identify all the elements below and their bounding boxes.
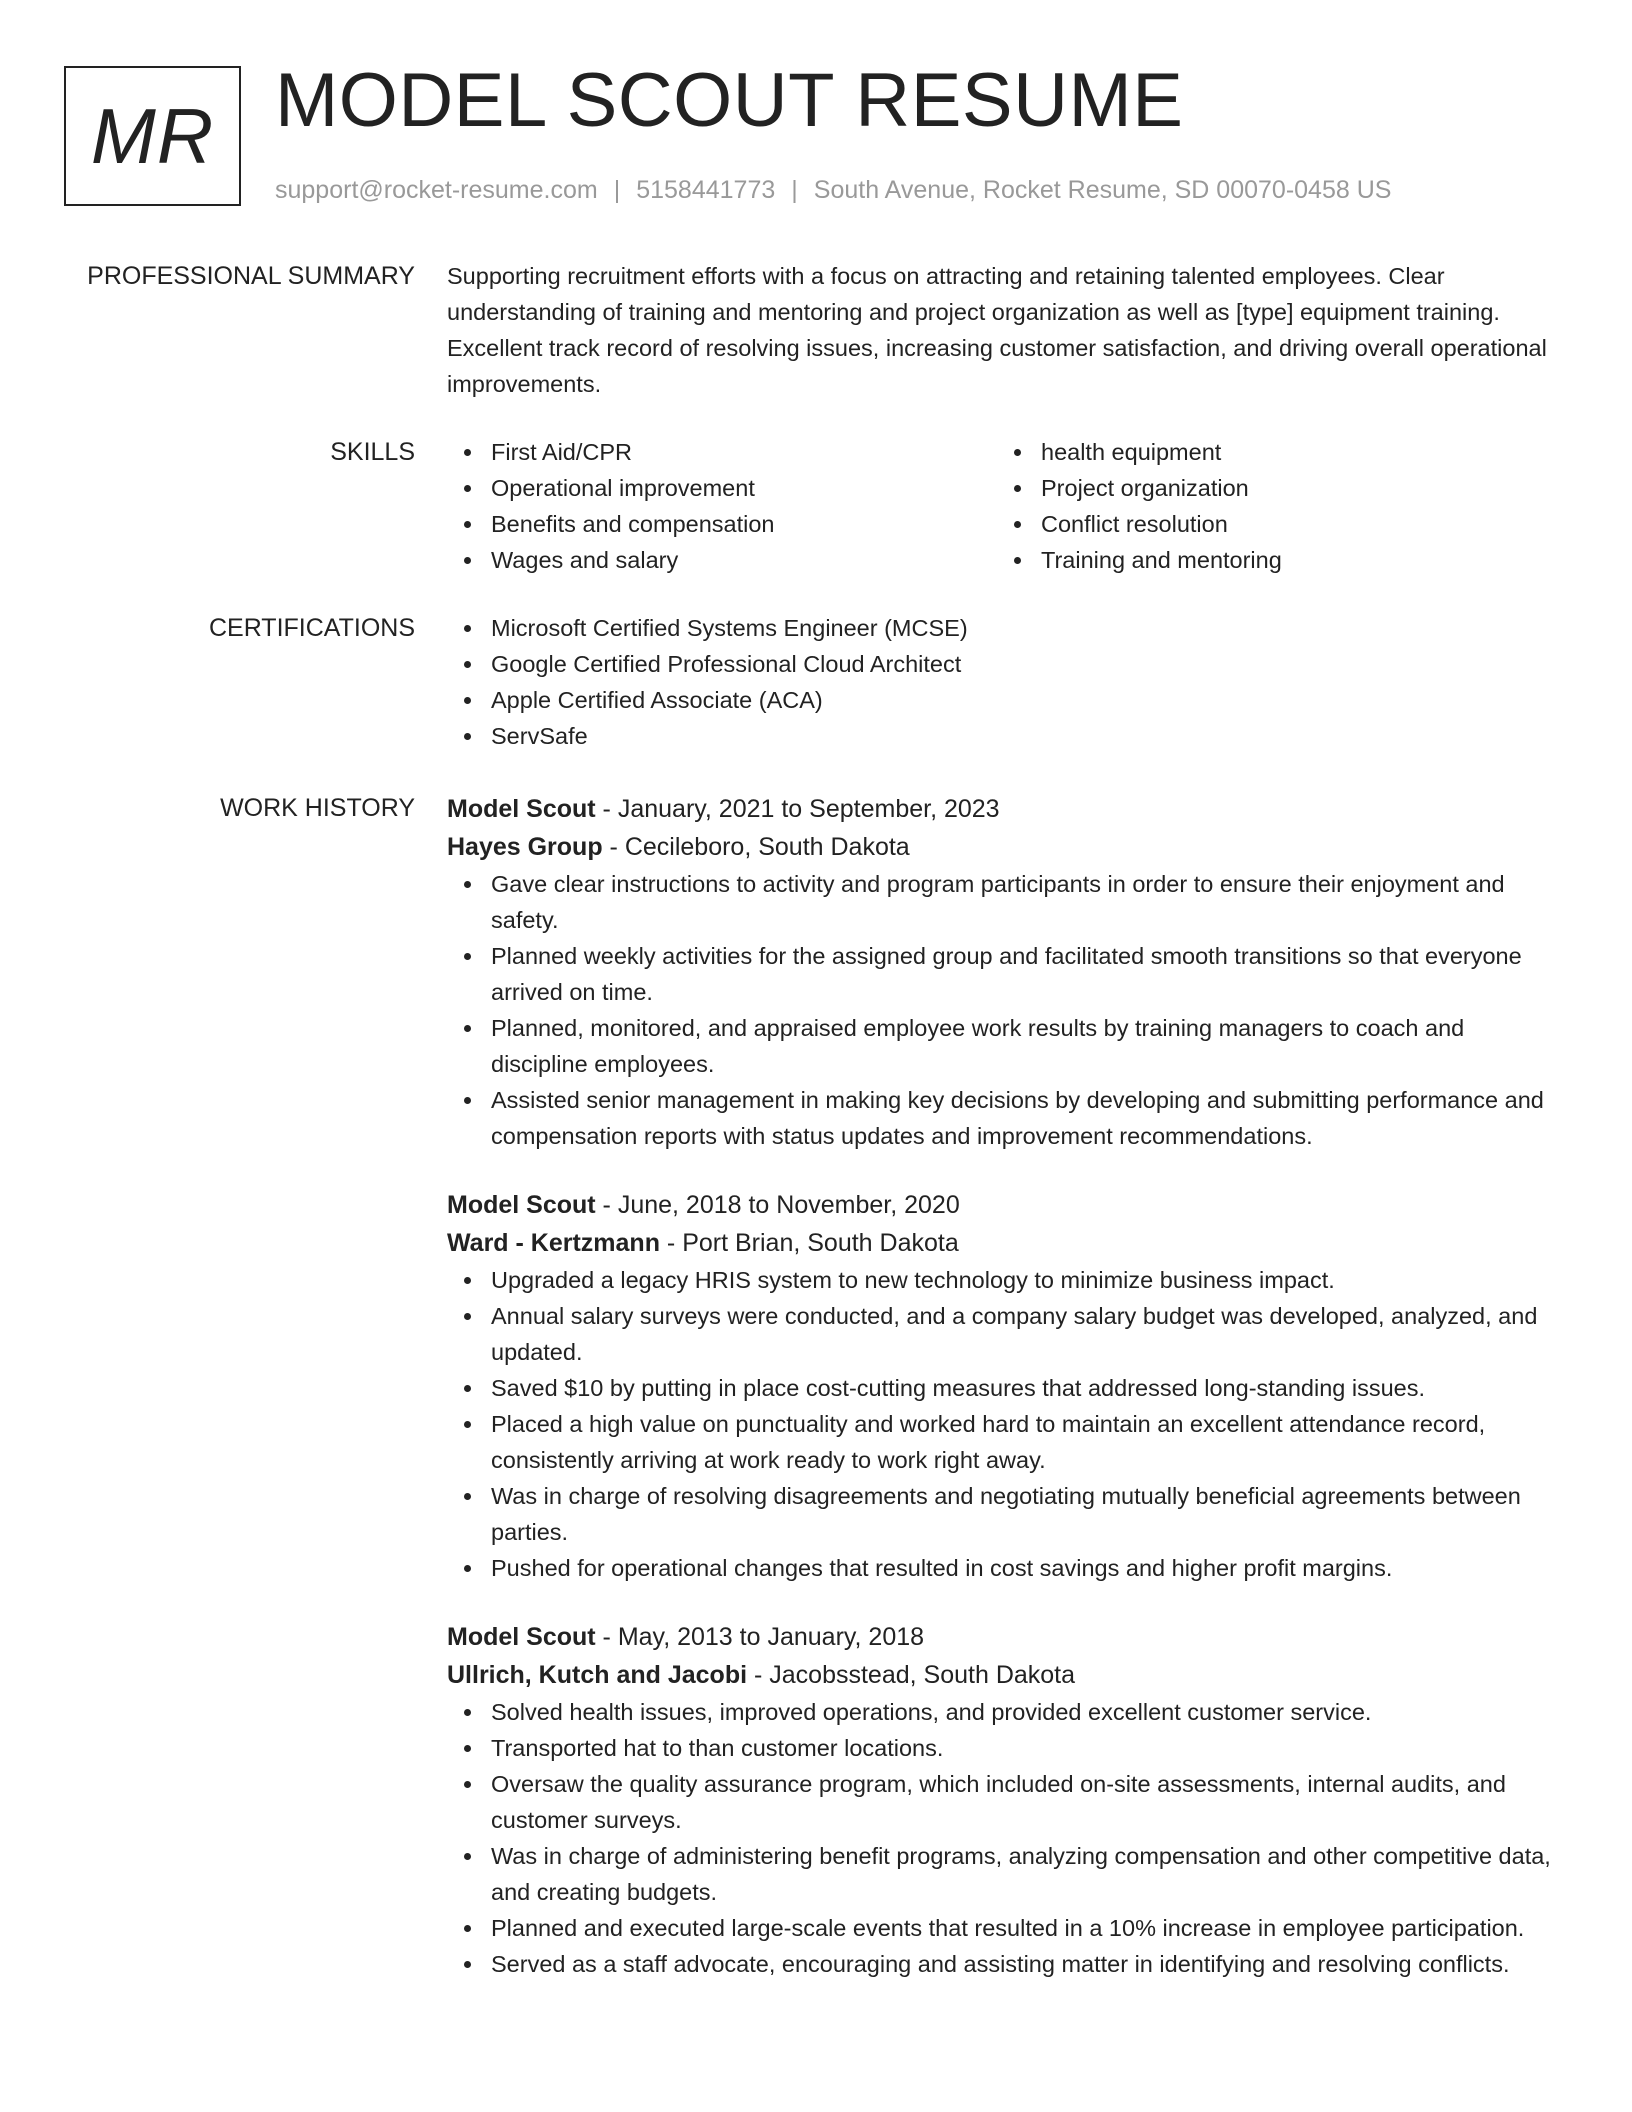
summary-text: Supporting recruitment efforts with a focus on attracting and retaining talented employees. Clear understanding of training and mentoring and project organization as well as [type] equipment training. Excellent track record of resolving issues, increasing customer satisfaction, and driving overall operational improvements. [447, 263, 1547, 397]
job-bullet: Was in charge of administering benefit programs, analyzing compensation and other competitive data, and creating budgets. [447, 1838, 1567, 1910]
certifications-body [447, 610, 1567, 754]
contact-separator: | [613, 176, 621, 204]
section-title-certifications: CERTIFICATIONS [208, 614, 415, 642]
job-entry [447, 1618, 1567, 1982]
resume-name: MODEL SCOUT RESUME [275, 58, 1184, 143]
skill-item: Conflict resolution [997, 506, 1547, 542]
skill-item: Benefits and compensation [447, 506, 997, 542]
job-role-line [447, 1186, 1567, 1224]
job-company: Ullrich, Kutch and Jacobi [447, 1661, 748, 1689]
job-bullet: Was in charge of resolving disagreements and negotiating mutually beneficial agreements between parties. [447, 1478, 1567, 1550]
monogram-box [64, 66, 241, 206]
job-location: - Port Brian, South Dakota [659, 1229, 959, 1257]
job-dates: - May, 2013 to January, 2018 [595, 1623, 925, 1651]
job-entry [447, 1186, 1567, 1586]
contact-phone: 5158441773 [636, 176, 776, 204]
job-company-line [447, 1656, 1567, 1694]
job-role-line [447, 1618, 1567, 1656]
contact-separator: | [791, 176, 798, 204]
job-company: Ward - Kertzmann [447, 1229, 660, 1257]
skill-item: Project organization [997, 470, 1547, 506]
job-location: - Jacobsstead, South Dakota [747, 1661, 1076, 1689]
skills-column-left [447, 434, 997, 578]
section-title-work-history: WORK HISTORY [220, 794, 415, 822]
skills-body [447, 434, 1567, 578]
job-entry [447, 790, 1567, 1154]
job-bullet: Solved health issues, improved operations, and provided excellent customer service. [447, 1694, 1567, 1730]
job-location: - Cecileboro, South Dakota [602, 833, 910, 861]
job-role-line [447, 790, 1567, 828]
monogram-initials: MR [90, 91, 215, 180]
certifications-list [447, 610, 1567, 754]
certification-item: ServSafe [447, 718, 1567, 754]
certification-item: Apple Certified Associate (ACA) [447, 682, 1567, 718]
skill-item: Operational improvement [447, 470, 997, 506]
job-bullet: Gave clear instructions to activity and program participants in order to ensure their enjoyment and safety. [447, 866, 1567, 938]
job-company: Hayes Group [447, 833, 603, 861]
job-bullet-list [447, 1262, 1567, 1586]
job-dates: - June, 2018 to November, 2020 [595, 1191, 960, 1219]
section-title-summary: PROFESSIONAL SUMMARY [87, 262, 415, 290]
job-bullet: Assisted senior management in making key decisions by developing and submitting performance and compensation reports with status updates and improvement recommendations. [447, 1082, 1567, 1154]
job-bullet-list [447, 1694, 1567, 1982]
skill-item: Training and mentoring [997, 542, 1547, 578]
job-company-line [447, 1224, 1567, 1262]
work-history-body [447, 790, 1567, 1982]
summary-body [447, 258, 1567, 402]
job-role: Model Scout [447, 1623, 596, 1651]
section-title-skills: SKILLS [330, 438, 415, 466]
job-bullet: Served as a staff advocate, encouraging and assisting matter in identifying and resolving conflicts. [447, 1946, 1567, 1982]
job-bullet: Planned, monitored, and appraised employee work results by training managers to coach and discipline employees. [447, 1010, 1567, 1082]
skills-grid [447, 434, 1567, 578]
skills-column-right [997, 434, 1547, 578]
job-bullet: Upgraded a legacy HRIS system to new technology to minimize business impact. [447, 1262, 1567, 1298]
job-bullet-list [447, 866, 1567, 1154]
job-bullet: Annual salary surveys were conducted, and a company salary budget was developed, analyzed, and updated. [447, 1298, 1567, 1370]
job-role: Model Scout [447, 1191, 596, 1219]
job-bullet: Oversaw the quality assurance program, which included on-site assessments, internal audits, and customer surveys. [447, 1766, 1567, 1838]
job-bullet: Planned and executed large-scale events that resulted in a 10% increase in employee participation. [447, 1910, 1567, 1946]
certification-item: Microsoft Certified Systems Engineer (MCSE) [447, 610, 1567, 646]
job-bullet: Placed a high value on punctuality and worked hard to maintain an excellent attendance record, consistently arriving at work ready to work right away. [447, 1406, 1567, 1478]
certification-item: Google Certified Professional Cloud Architect [447, 646, 1567, 682]
skill-item: Wages and salary [447, 542, 997, 578]
job-bullet: Pushed for operational changes that resulted in cost savings and higher profit margins. [447, 1550, 1567, 1586]
job-dates: - January, 2021 to September, 2023 [595, 795, 1000, 823]
job-company-line [447, 828, 1567, 866]
contact-email: support@rocket-resume.com [275, 176, 598, 204]
contact-address: South Avenue, Rocket Resume, SD 00070-0458 US [813, 176, 1392, 204]
skill-item: First Aid/CPR [447, 434, 997, 470]
job-role: Model Scout [447, 795, 596, 823]
contact-line [275, 174, 1391, 206]
job-bullet: Planned weekly activities for the assigned group and facilitated smooth transitions so that everyone arrived on time. [447, 938, 1567, 1010]
job-bullet: Saved $10 by putting in place cost-cutting measures that addressed long-standing issues. [447, 1370, 1567, 1406]
job-bullet: Transported hat to than customer locations. [447, 1730, 1567, 1766]
skill-item: health equipment [997, 434, 1547, 470]
